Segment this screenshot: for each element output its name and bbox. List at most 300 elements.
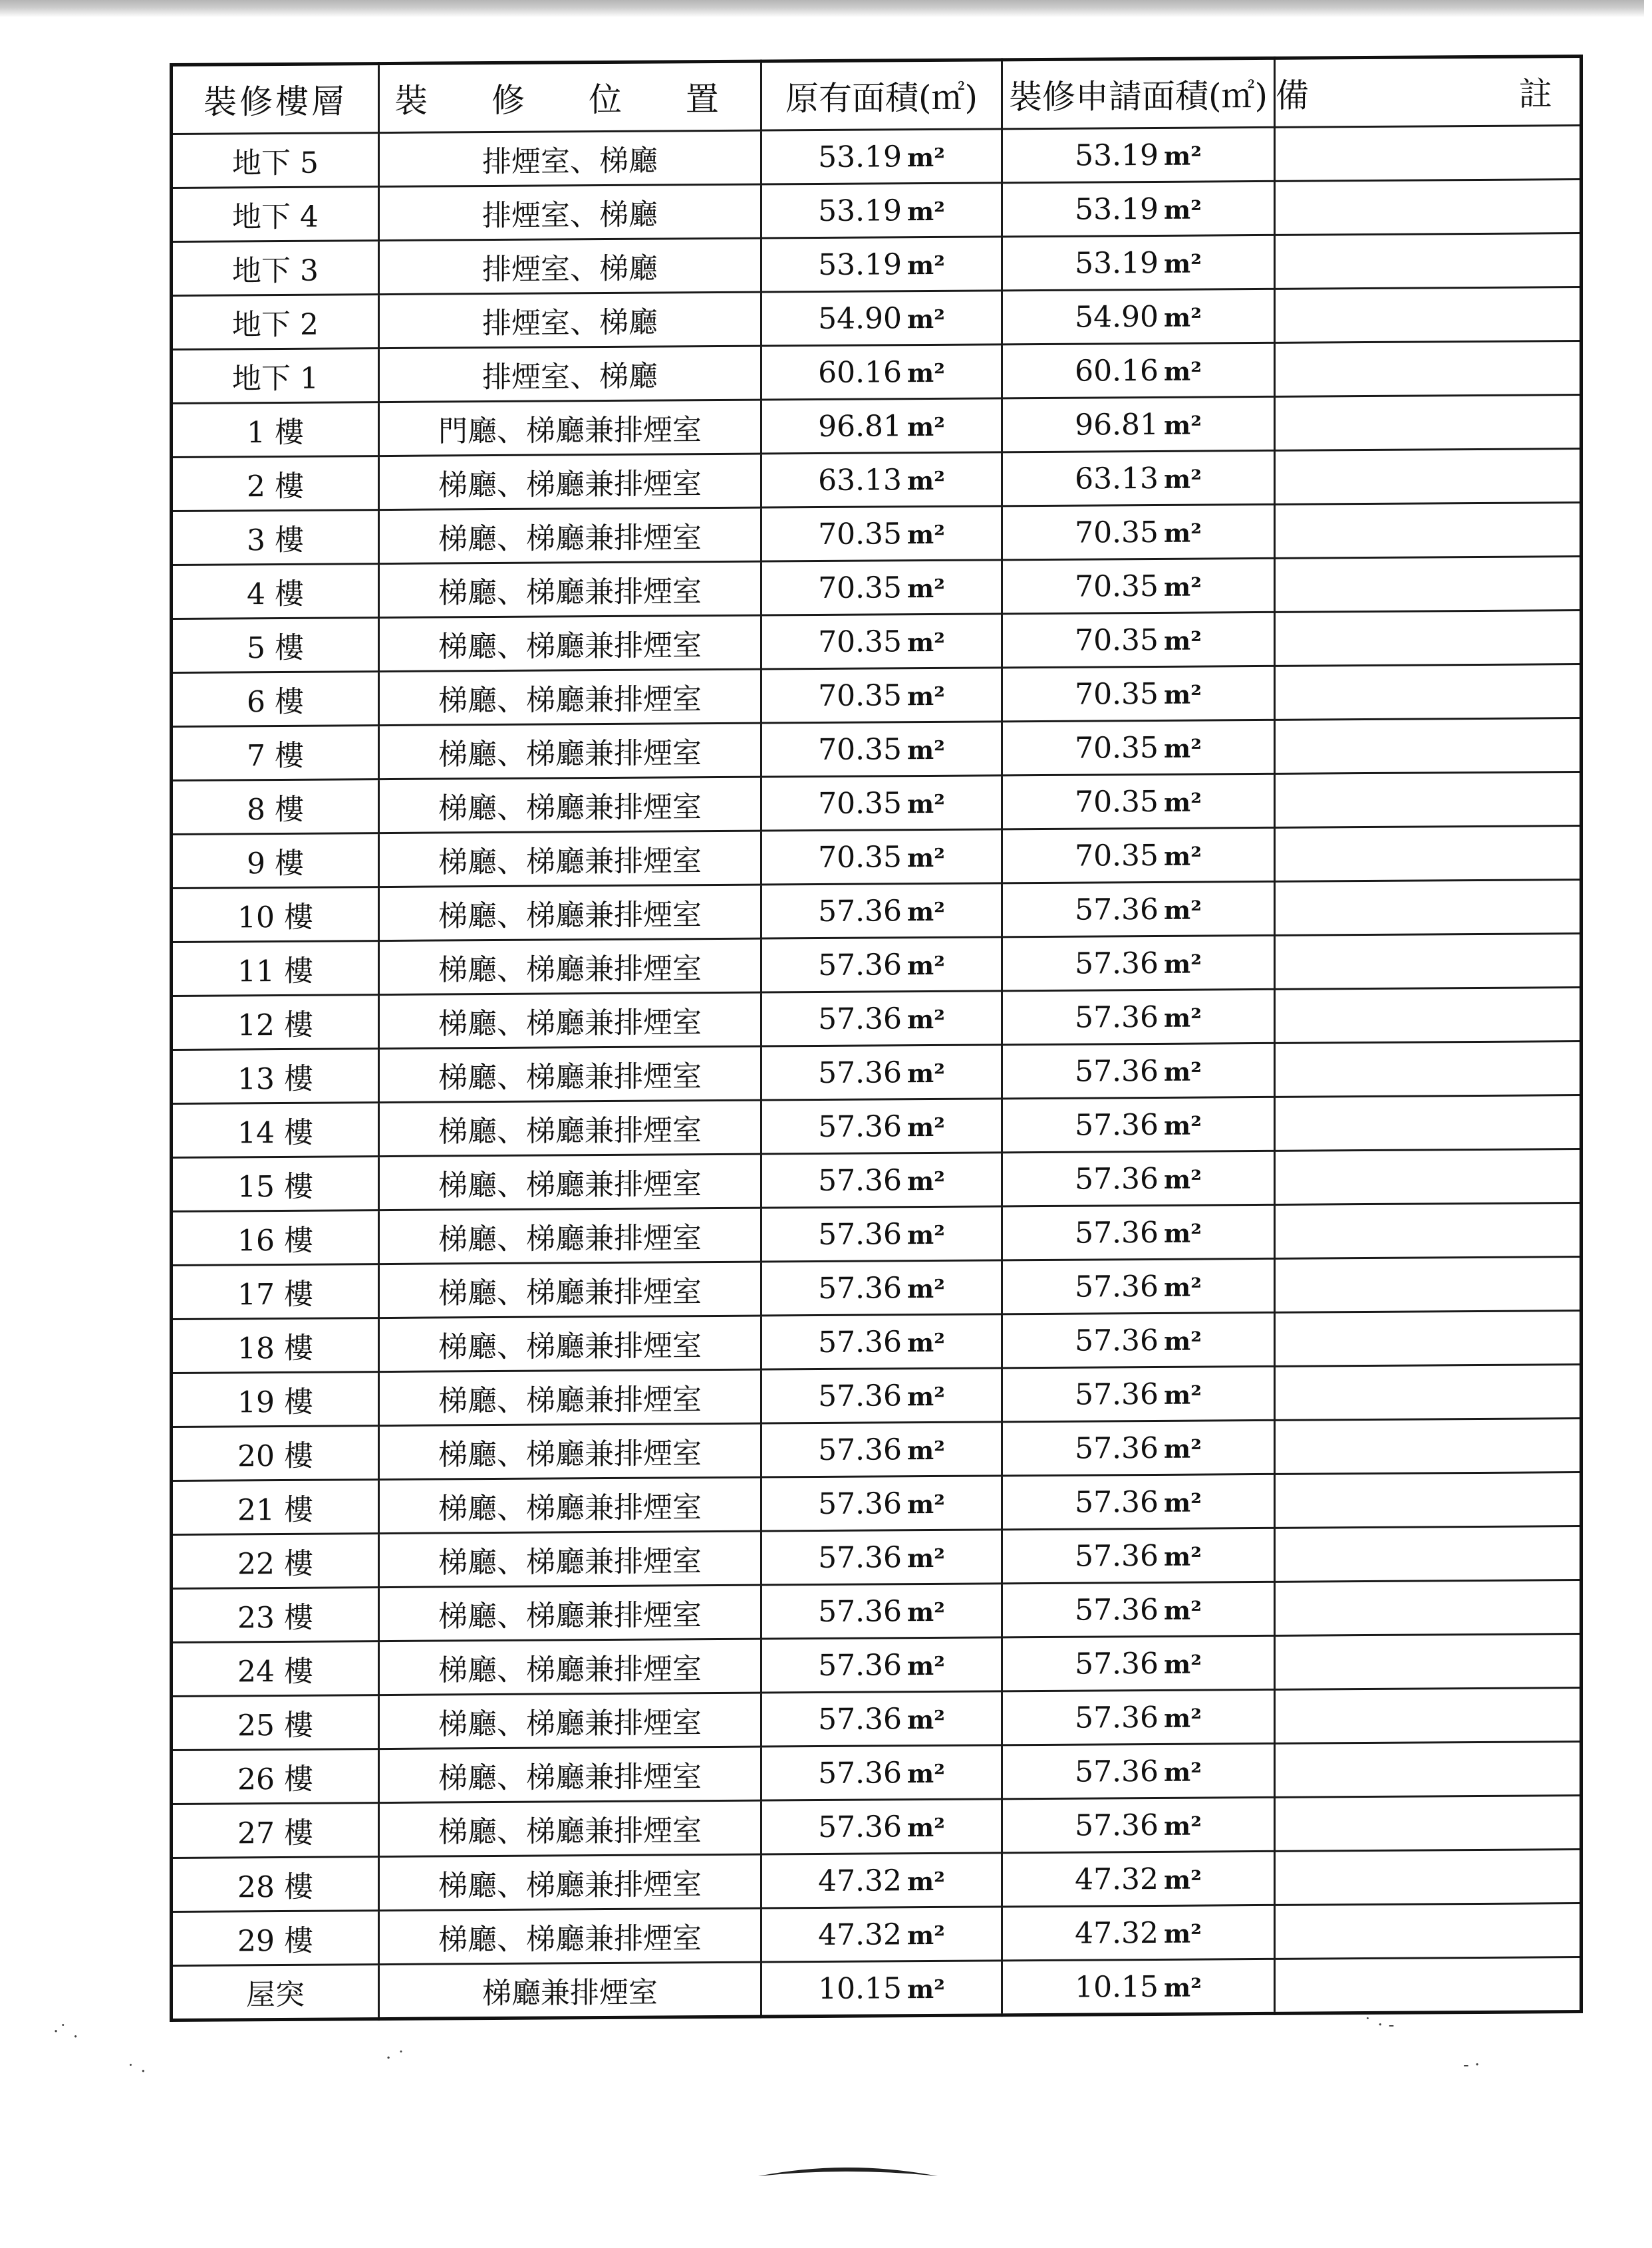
area-unit: m² xyxy=(1164,1703,1202,1733)
area-unit: m² xyxy=(1164,248,1202,279)
cell-location-value: 梯廳、梯廳兼排煙室 xyxy=(438,736,702,772)
cell-applied-area xyxy=(1002,343,1275,398)
area-unit: m² xyxy=(907,357,945,388)
cell-original-area-value: 57.36 xyxy=(818,1809,902,1844)
cell-original-area xyxy=(761,1368,1002,1423)
cell-remarks xyxy=(1275,1742,1582,1798)
cell-original-area-value: 57.36 xyxy=(818,1647,902,1683)
area-unit: m² xyxy=(1164,1487,1202,1518)
area-unit: m² xyxy=(907,627,945,657)
cell-floor xyxy=(172,1534,379,1589)
cell-floor-value: 22 樓 xyxy=(237,1546,313,1582)
cell-location-value: 梯廳、梯廳兼排煙室 xyxy=(438,1113,702,1149)
cell-location-value: 梯廳、梯廳兼排煙室 xyxy=(438,1275,702,1311)
table-row xyxy=(172,503,1582,565)
cell-location xyxy=(379,1639,761,1695)
cell-original-area-value: 53.19 xyxy=(818,193,902,228)
cell-applied-area xyxy=(1002,1312,1275,1368)
cell-original-area xyxy=(761,1260,1002,1316)
scan-speck: - · xyxy=(1463,2055,1480,2075)
cell-applied-area-value: 57.36 xyxy=(1075,1754,1159,1789)
cell-original-area-value: 57.36 xyxy=(818,947,902,982)
cell-floor xyxy=(172,1210,379,1266)
cell-floor xyxy=(172,941,379,996)
cell-location-value: 梯廳、梯廳兼排煙室 xyxy=(438,1868,702,1903)
area-unit: m² xyxy=(1164,895,1202,925)
cell-applied-area xyxy=(1002,450,1275,506)
area-unit: m² xyxy=(907,1435,945,1465)
cell-location xyxy=(379,1854,761,1911)
area-unit: m² xyxy=(907,1812,945,1842)
cell-location-value: 梯廳、梯廳兼排煙室 xyxy=(438,1598,702,1634)
cell-original-area xyxy=(761,1907,1002,1962)
cell-applied-area-value: 57.36 xyxy=(1075,1269,1159,1304)
table-row xyxy=(172,611,1582,673)
cell-floor xyxy=(172,187,379,242)
cell-original-area-value: 70.35 xyxy=(818,624,902,659)
cell-location-value: 梯廳、梯廳兼排煙室 xyxy=(438,1921,702,1957)
cell-applied-area xyxy=(1002,1528,1275,1584)
cell-location-value: 梯廳、梯廳兼排煙室 xyxy=(438,682,702,718)
table-row xyxy=(172,664,1582,727)
cell-original-area-value: 70.35 xyxy=(818,678,902,713)
cell-location xyxy=(379,400,761,456)
cell-location-value: 梯廳、梯廳兼排煙室 xyxy=(438,1544,702,1580)
cell-floor-value: 27 樓 xyxy=(237,1816,313,1851)
header-remarks: 備 註 xyxy=(1275,57,1582,128)
area-unit: m² xyxy=(1164,464,1202,494)
table-row xyxy=(172,772,1582,835)
area-unit: m² xyxy=(1164,787,1202,817)
cell-original-area-value: 70.35 xyxy=(818,785,902,821)
cell-floor-value: 7 樓 xyxy=(247,738,304,773)
cell-applied-area-value: 70.35 xyxy=(1075,838,1159,873)
cell-original-area xyxy=(761,1530,1002,1585)
scan-speck: · ˙ xyxy=(386,2048,406,2068)
cell-remarks xyxy=(1275,1203,1582,1259)
area-unit: m² xyxy=(907,303,945,334)
area-unit: m² xyxy=(1164,1595,1202,1625)
table-row xyxy=(172,287,1582,350)
area-unit: m² xyxy=(907,896,945,926)
cell-location-value: 梯廳、梯廳兼排煙室 xyxy=(438,1167,702,1203)
cell-original-area-value: 57.36 xyxy=(818,1701,902,1737)
cell-original-area xyxy=(761,883,1002,938)
cell-floor-value: 10 樓 xyxy=(237,900,313,935)
area-unit: m² xyxy=(1164,1110,1202,1141)
cell-location-value: 排煙室、梯廳 xyxy=(482,198,658,233)
cell-applied-area xyxy=(1002,612,1275,668)
cell-original-area xyxy=(761,1853,1002,1908)
cell-floor-value: 13 樓 xyxy=(237,1061,313,1097)
header-applied-area: 裝修申請面積(㎡) xyxy=(1002,58,1275,129)
cell-location xyxy=(379,1747,761,1803)
cell-remarks xyxy=(1275,1957,1582,2014)
cell-remarks xyxy=(1275,1042,1582,1097)
page-decoration-mark xyxy=(758,2162,938,2181)
table-row xyxy=(172,1688,1582,1751)
cell-floor-value: 23 樓 xyxy=(237,1600,313,1635)
cell-remarks xyxy=(1275,1095,1582,1151)
table-row xyxy=(172,1850,1582,1912)
area-unit: m² xyxy=(907,519,945,549)
cell-location-value: 梯廳、梯廳兼排煙室 xyxy=(438,790,702,826)
cell-applied-area xyxy=(1002,989,1275,1045)
cell-floor-value: 25 樓 xyxy=(237,1708,313,1743)
cell-remarks xyxy=(1275,826,1582,882)
cell-original-area-value: 53.19 xyxy=(818,139,902,174)
cell-applied-area-value: 57.36 xyxy=(1075,1377,1159,1412)
cell-applied-area xyxy=(1002,1258,1275,1314)
area-unit: m² xyxy=(907,1650,945,1681)
cell-applied-area-value: 54.90 xyxy=(1075,299,1159,335)
cell-floor-value: 28 樓 xyxy=(237,1870,313,1905)
cell-applied-area-value: 57.36 xyxy=(1075,1808,1159,1843)
cell-original-area xyxy=(761,1099,1002,1154)
cell-original-area xyxy=(761,1206,1002,1262)
cell-location-value: 梯廳、梯廳兼排煙室 xyxy=(438,1706,702,1742)
cell-location xyxy=(379,885,761,941)
cell-floor xyxy=(172,456,379,511)
cell-original-area-value: 57.36 xyxy=(818,1216,902,1252)
cell-location xyxy=(379,130,761,187)
table-row xyxy=(172,1634,1582,1697)
cell-floor-value: 16 樓 xyxy=(237,1223,313,1258)
cell-location-value: 梯廳、梯廳兼排煙室 xyxy=(438,1490,702,1526)
cell-location xyxy=(379,1423,761,1480)
cell-applied-area-value: 70.35 xyxy=(1075,676,1159,712)
table-body xyxy=(172,126,1582,2021)
cell-original-area xyxy=(761,722,1002,777)
cell-original-area-value: 57.36 xyxy=(818,893,902,928)
cell-floor xyxy=(172,1588,379,1643)
cell-original-area xyxy=(761,1045,1002,1100)
cell-location-value: 排煙室、梯廳 xyxy=(482,251,658,287)
area-unit: m² xyxy=(907,950,945,980)
table-row xyxy=(172,1580,1582,1643)
area-unit: m² xyxy=(1164,1164,1202,1194)
cell-remarks xyxy=(1275,1311,1582,1367)
area-unit: m² xyxy=(907,788,945,819)
cell-applied-area xyxy=(1002,289,1275,345)
renovation-area-table xyxy=(170,55,1652,2022)
area-unit: m² xyxy=(1164,410,1202,440)
cell-remarks xyxy=(1275,233,1582,289)
cell-location xyxy=(379,1369,761,1426)
cell-applied-area xyxy=(1002,1905,1275,1961)
cell-floor xyxy=(172,1641,379,1697)
area-unit: m² xyxy=(1164,1056,1202,1087)
scan-speck: ˙ · - xyxy=(1363,2015,1395,2035)
cell-remarks xyxy=(1275,988,1582,1044)
cell-location xyxy=(379,669,761,726)
cell-applied-area-value: 57.36 xyxy=(1075,1646,1159,1681)
cell-remarks xyxy=(1275,664,1582,720)
area-unit: m² xyxy=(1164,1649,1202,1679)
cell-floor-value: 29 樓 xyxy=(237,1923,313,1959)
cell-remarks xyxy=(1275,1419,1582,1475)
cell-original-area-value: 57.36 xyxy=(818,1001,902,1036)
cell-floor-value: 1 樓 xyxy=(247,415,304,450)
cell-location-value: 梯廳、梯廳兼排煙室 xyxy=(438,1221,702,1257)
table-row xyxy=(172,826,1582,889)
cell-original-area xyxy=(761,775,1002,831)
area-unit: m² xyxy=(907,1111,945,1142)
cell-location xyxy=(379,1962,761,2019)
cell-original-area xyxy=(761,1745,1002,1800)
cell-applied-area xyxy=(1002,504,1275,560)
cell-applied-area xyxy=(1002,181,1275,237)
cell-floor xyxy=(172,1803,379,1858)
area-unit: m² xyxy=(1164,1810,1202,1841)
area-unit: m² xyxy=(907,1381,945,1411)
cell-original-area-value: 54.90 xyxy=(818,301,902,336)
table-row xyxy=(172,1742,1582,1804)
cell-location-value: 梯廳、梯廳兼排煙室 xyxy=(438,1059,702,1095)
cell-applied-area xyxy=(1002,1635,1275,1691)
cell-applied-area-value: 57.36 xyxy=(1075,1538,1159,1574)
table-row xyxy=(172,180,1582,242)
cell-floor-value: 20 樓 xyxy=(237,1439,313,1474)
cell-applied-area-value: 57.36 xyxy=(1075,1161,1159,1196)
cell-floor-value: 9 樓 xyxy=(247,846,304,881)
cell-floor-value: 21 樓 xyxy=(237,1492,313,1528)
cell-remarks xyxy=(1275,1580,1582,1636)
cell-applied-area xyxy=(1002,1474,1275,1530)
cell-remarks xyxy=(1275,772,1582,828)
cell-floor-value: 17 樓 xyxy=(237,1277,313,1312)
table-row xyxy=(172,1957,1582,2021)
cell-applied-area xyxy=(1002,127,1275,183)
cell-floor-value: 地下 3 xyxy=(232,253,319,289)
cell-location xyxy=(379,615,761,672)
area-unit: m² xyxy=(907,411,945,442)
cell-location xyxy=(379,1531,761,1588)
area-unit: m² xyxy=(907,1542,945,1573)
cell-original-area xyxy=(761,1476,1002,1531)
cell-floor xyxy=(172,1749,379,1804)
area-unit: m² xyxy=(907,1758,945,1788)
cell-original-area-value: 57.36 xyxy=(818,1540,902,1575)
cell-original-area xyxy=(761,1422,1002,1477)
cell-floor xyxy=(172,564,379,619)
cell-applied-area-value: 47.32 xyxy=(1075,1915,1159,1951)
table-row xyxy=(172,1095,1582,1158)
cell-applied-area-value: 96.81 xyxy=(1075,407,1159,442)
cell-original-area-value: 47.32 xyxy=(818,1917,902,1952)
cell-original-area xyxy=(761,398,1002,454)
area-unit: m² xyxy=(907,1596,945,1627)
cell-applied-area xyxy=(1002,881,1275,937)
cell-location-value: 排煙室、梯廳 xyxy=(482,359,658,395)
cell-floor-value: 2 樓 xyxy=(247,469,304,504)
area-unit: m² xyxy=(907,680,945,711)
area-unit: m² xyxy=(1164,1379,1202,1410)
header-row xyxy=(172,57,1582,134)
cell-location-value: 梯廳兼排煙室 xyxy=(482,1975,658,2011)
cell-location xyxy=(379,1100,761,1157)
area-unit: m² xyxy=(1164,571,1202,602)
header-location: 裝 修 位 置 xyxy=(379,61,761,133)
area-unit: m² xyxy=(907,1165,945,1196)
cell-applied-area-value: 57.36 xyxy=(1075,1700,1159,1735)
cell-floor xyxy=(172,726,379,781)
cell-applied-area xyxy=(1002,666,1275,722)
area-unit: m² xyxy=(1164,1002,1202,1033)
cell-remarks xyxy=(1275,1796,1582,1852)
cell-original-area xyxy=(761,291,1002,346)
cell-floor xyxy=(172,1318,379,1373)
cell-original-area xyxy=(761,506,1002,561)
cell-original-area xyxy=(761,1637,1002,1693)
cell-floor-value: 19 樓 xyxy=(237,1385,313,1420)
cell-location xyxy=(379,1316,761,1372)
scan-top-edge xyxy=(0,0,1644,17)
cell-original-area-value: 57.36 xyxy=(818,1486,902,1521)
cell-location-value: 梯廳、梯廳兼排煙室 xyxy=(438,1383,702,1419)
cell-original-area xyxy=(761,614,1002,669)
area-unit: m² xyxy=(907,249,945,280)
cell-floor xyxy=(172,1372,379,1427)
area-unit: m² xyxy=(1164,194,1202,225)
area-unit: m² xyxy=(1164,356,1202,386)
cell-original-area-value: 57.36 xyxy=(818,1055,902,1090)
table-row xyxy=(172,988,1582,1050)
cell-applied-area xyxy=(1002,1097,1275,1153)
cell-location xyxy=(379,1908,761,1965)
cell-applied-area xyxy=(1002,396,1275,452)
cell-floor-value: 屋突 xyxy=(246,1977,305,2013)
cell-applied-area-value: 57.36 xyxy=(1075,1431,1159,1466)
cell-floor xyxy=(172,1157,379,1212)
cell-floor xyxy=(172,402,379,458)
cell-original-area xyxy=(761,1584,1002,1639)
cell-original-area-value: 63.13 xyxy=(818,462,902,497)
cell-applied-area xyxy=(1002,1851,1275,1907)
cell-location-value: 排煙室、梯廳 xyxy=(482,305,658,341)
cell-original-area xyxy=(761,829,1002,885)
cell-remarks xyxy=(1275,1526,1582,1582)
cell-original-area-value: 96.81 xyxy=(818,408,902,444)
area-unit: m² xyxy=(907,1704,945,1735)
cell-remarks xyxy=(1275,557,1582,613)
cell-floor xyxy=(172,995,379,1050)
area-unit: m² xyxy=(1164,1326,1202,1356)
cell-floor-value: 26 樓 xyxy=(237,1762,313,1797)
cell-location-value: 門廳、梯廳兼排煙室 xyxy=(438,413,702,449)
cell-applied-area-value: 70.35 xyxy=(1075,515,1159,550)
cell-applied-area xyxy=(1002,1797,1275,1853)
cell-remarks xyxy=(1275,1149,1582,1205)
table-header xyxy=(172,57,1652,134)
table-row xyxy=(172,1203,1582,1266)
cell-floor xyxy=(172,1911,379,1966)
area-unit: m² xyxy=(907,1327,945,1357)
table-row xyxy=(172,1257,1582,1320)
cell-applied-area-value: 53.19 xyxy=(1075,138,1159,173)
header-original-area: 原有面積(㎡) xyxy=(761,60,1002,130)
cell-original-area xyxy=(761,1153,1002,1208)
cell-location xyxy=(379,1693,761,1749)
area-unit: m² xyxy=(1164,1272,1202,1302)
cell-applied-area-value: 57.36 xyxy=(1075,1107,1159,1143)
cell-applied-area-value: 57.36 xyxy=(1075,1215,1159,1250)
cell-applied-area xyxy=(1002,1959,1275,2015)
cell-floor-value: 3 樓 xyxy=(247,523,304,558)
cell-floor xyxy=(172,295,379,350)
cell-remarks xyxy=(1275,1257,1582,1313)
cell-floor-value: 15 樓 xyxy=(237,1169,313,1204)
cell-original-area xyxy=(761,1691,1002,1747)
cell-location xyxy=(379,1208,761,1264)
cell-applied-area xyxy=(1002,1043,1275,1099)
cell-applied-area xyxy=(1002,1689,1275,1745)
cell-floor-value: 地下 5 xyxy=(232,146,319,181)
cell-applied-area-value: 57.36 xyxy=(1075,946,1159,981)
area-unit: m² xyxy=(907,1866,945,1896)
scan-speck: ·˙ . xyxy=(53,2022,78,2042)
cell-original-area-value: 57.36 xyxy=(818,1163,902,1198)
cell-original-area-value: 70.35 xyxy=(818,839,902,875)
cell-applied-area xyxy=(1002,935,1275,991)
area-unit: m² xyxy=(1164,1756,1202,1787)
cell-applied-area-value: 70.35 xyxy=(1075,784,1159,819)
area-unit: m² xyxy=(907,1219,945,1250)
cell-remarks xyxy=(1275,395,1582,451)
table-row xyxy=(172,1042,1582,1104)
area-unit: m² xyxy=(1164,625,1202,656)
table-row xyxy=(172,934,1582,996)
cell-floor xyxy=(172,1480,379,1535)
cell-location xyxy=(379,831,761,887)
cell-floor-value: 14 樓 xyxy=(237,1115,313,1151)
cell-original-area xyxy=(761,345,1002,400)
cell-applied-area xyxy=(1002,558,1275,614)
cell-applied-area-value: 57.36 xyxy=(1075,1592,1159,1627)
cell-location-value: 梯廳、梯廳兼排煙室 xyxy=(438,1006,702,1042)
cell-remarks xyxy=(1275,180,1582,235)
cell-remarks xyxy=(1275,287,1582,343)
cell-location-value: 梯廳、梯廳兼排煙室 xyxy=(438,952,702,988)
cell-floor-value: 8 樓 xyxy=(247,792,304,827)
cell-floor xyxy=(172,1103,379,1158)
cell-floor xyxy=(172,887,379,942)
cell-applied-area xyxy=(1002,1366,1275,1422)
cell-floor-value: 地下 1 xyxy=(232,361,319,396)
cell-original-area xyxy=(761,183,1002,238)
cell-location-value: 梯廳、梯廳兼排煙室 xyxy=(438,844,702,880)
cell-location xyxy=(379,454,761,510)
cell-floor-value: 11 樓 xyxy=(237,954,313,989)
cell-original-area-value: 57.36 xyxy=(818,1432,902,1467)
cell-location xyxy=(379,1262,761,1318)
cell-original-area xyxy=(761,1799,1002,1854)
cell-floor xyxy=(172,241,379,296)
cell-location-value: 梯廳、梯廳兼排煙室 xyxy=(438,1814,702,1850)
cell-location xyxy=(379,346,761,402)
cell-applied-area-value: 53.19 xyxy=(1075,245,1159,281)
cell-applied-area xyxy=(1002,235,1275,291)
cell-location xyxy=(379,777,761,833)
cell-applied-area-value: 53.19 xyxy=(1075,192,1159,227)
area-unit: m² xyxy=(907,573,945,603)
cell-original-area xyxy=(761,452,1002,507)
area-unit: m² xyxy=(907,734,945,765)
cell-original-area-value: 57.36 xyxy=(818,1378,902,1413)
cell-original-area xyxy=(761,991,1002,1046)
area-unit: m² xyxy=(907,1919,945,1950)
cell-floor xyxy=(172,510,379,565)
